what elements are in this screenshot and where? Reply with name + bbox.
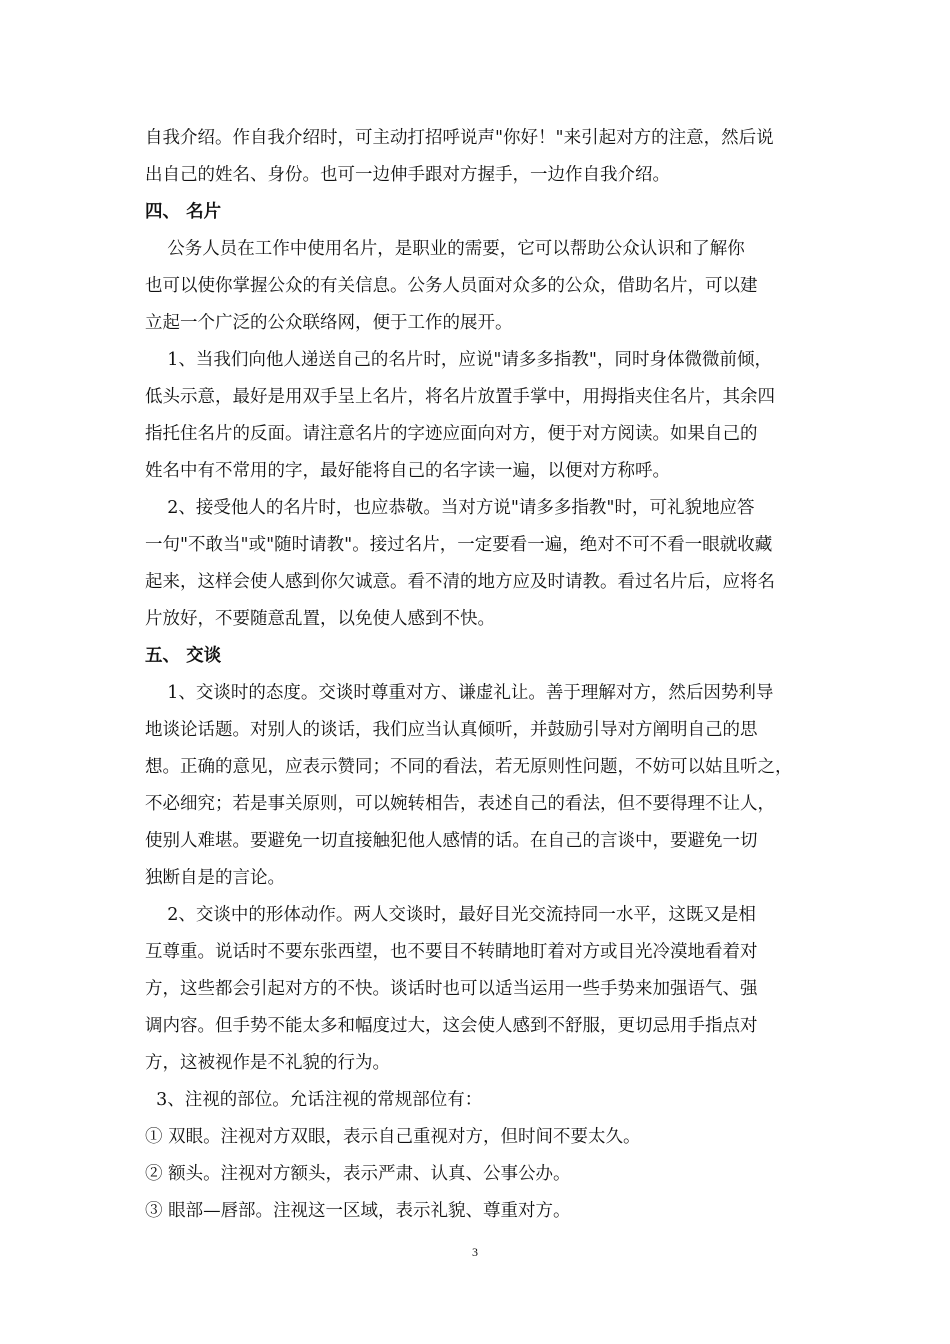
text-line: 自我介绍。作自我介绍时，可主动打招呼说声"你好！"来引起对方的注意，然后说: [145, 128, 774, 148]
text-line: 也可以使你掌握公众的有关信息。公务人员面对众多的公众，借助名片，可以建: [145, 276, 758, 296]
section-heading: 四、 名片: [145, 202, 222, 222]
text-line: 1、当我们向他人递送自己的名片时，应说"请多多指教"，同时身体微微前倾，: [145, 350, 772, 370]
list-item: ③ 眼部—唇部。注视这一区域，表示礼貌、尊重对方。: [145, 1201, 571, 1221]
text-line: 指托住名片的反面。请注意名片的字迹应面向对方，便于对方阅读。如果自己的: [145, 424, 758, 444]
text-line: 2、接受他人的名片时，也应恭敬。当对方说"请多多指教"时，可礼貌地应答: [145, 498, 755, 518]
text-line: 出自己的姓名、身份。也可一边伸手跟对方握手，一边作自我介绍。: [145, 165, 670, 185]
text-line: 独断自是的言论。: [145, 868, 285, 888]
text-line: 2、交谈中的形体动作。两人交谈时，最好目光交流持同一水平，这既又是相: [145, 905, 756, 925]
page-number: 3: [472, 1245, 478, 1259]
text-line: 公务人员在工作中使用名片，是职业的需要，它可以帮助公众认识和了解你: [145, 239, 745, 259]
text-line: 地谈论话题。对别人的谈话，我们应当认真倾听，并鼓励引导对方阐明自己的思: [145, 720, 758, 740]
text-line: 想。正确的意见，应表示赞同；不同的看法，若无原则性问题，不妨可以姑且听之，: [145, 757, 793, 777]
text-line: 立起一个广泛的公众联络网，便于工作的展开。: [145, 313, 513, 333]
text-line: 不必细究；若是事关原则，可以婉转相告，表述自己的看法，但不要得理不让人，: [145, 794, 775, 814]
text-line: 起来，这样会使人感到你欠诚意。看不清的地方应及时请教。看过名片后，应将名: [145, 572, 775, 592]
text-line: 一句"不敢当"或"随时请教"。接过名片，一定要看一遍，绝对不可不看一眼就收藏: [145, 535, 773, 555]
text-line: 低头示意，最好是用双手呈上名片，将名片放置手掌中，用拇指夹住名片，其余四: [145, 387, 775, 407]
text-line: 1、交谈时的态度。交谈时尊重对方、谦虚礼让。善于理解对方，然后因势利导: [145, 683, 774, 703]
section-heading: 五、 交谈: [145, 646, 222, 666]
text-line: 姓名中有不常用的字，最好能将自己的名字读一遍，以便对方称呼。: [145, 461, 670, 481]
text-line: 调内容。但手势不能太多和幅度过大，这会使人感到不舒服，更切忌用手指点对: [145, 1016, 758, 1036]
text-line: 方，这被视作是不礼貌的行为。: [145, 1053, 390, 1073]
text-line: 使别人难堪。要避免一切直接触犯他人感情的话。在自己的言谈中，要避免一切: [145, 831, 758, 851]
list-item: ② 额头。注视对方额头，表示严肃、认真、公事公办。: [145, 1164, 571, 1184]
text-line: 互尊重。说话时不要东张西望，也不要目不转睛地盯着对方或目光冷漠地看着对: [145, 942, 758, 962]
list-item: ① 双眼。注视对方双眼，表示自己重视对方，但时间不要太久。: [145, 1127, 641, 1147]
text-line: 3、注视的部位。允话注视的常规部位有：: [145, 1090, 483, 1110]
text-line: 方，这些都会引起对方的不快。谈话时也可以适当运用一些手势来加强语气、强: [145, 979, 758, 999]
text-line: 片放好，不要随意乱置，以免使人感到不快。: [145, 609, 495, 629]
